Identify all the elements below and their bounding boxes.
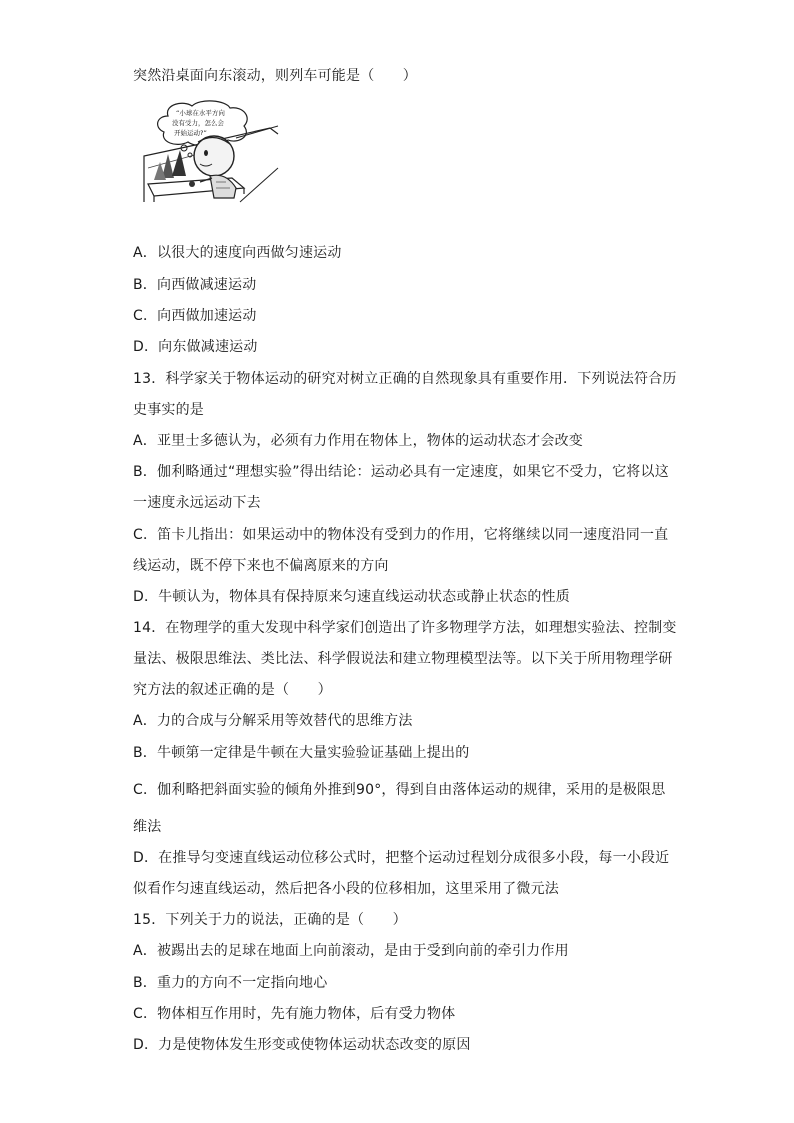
q15-stem: 15．下列关于力的说法，正确的是（ ） (133, 912, 407, 928)
bubble-line-2: 没有受力，怎么会 (172, 119, 224, 127)
q15-option-c: C．物体相互作用时，先有施力物体，后有受力物体 (133, 1006, 456, 1022)
bubble-line-1: “小球在水平方向 (176, 109, 225, 117)
q14-option-d-line-2: 似看作匀速直线运动，然后把各小段的位移相加，这里采用了微元法 (133, 881, 559, 897)
q13-stem-line-2: 史事实的是 (133, 402, 204, 418)
q14-option-c-line-1: C．伽利略把斜面实验的倾角外推到90°，得到自由落体运动的规律，采用的是极限思 (133, 782, 666, 798)
cartoon-train-passenger-icon (140, 98, 280, 204)
q14-stem-line-2: 量法、极限思维法、类比法、科学假说法和建立物理模型法等。以下关于所用物理学研 (133, 651, 673, 667)
q14-option-b: B．牛顿第一定律是牛顿在大量实验验证基础上提出的 (133, 745, 470, 761)
q13-option-c-line-2: 线运动，既不停下来也不偏离原来的方向 (133, 558, 389, 574)
q13-stem-line-1: 13．科学家关于物体运动的研究对树立正确的自然现象具有重要作用．下列说法符合历 (133, 371, 677, 387)
q14-stem-line-1: 14．在物理学的重大发现中科学家们创造出了许多物理学方法，如理想实验法、控制变 (133, 620, 677, 636)
q12-stem: 突然沿桌面向东滚动，则列车可能是（ ） (133, 68, 417, 84)
q13-option-d: D．牛顿认为，物体具有保持原来匀速直线运动状态或静止状态的性质 (133, 589, 570, 605)
q15-option-b: B．重力的方向不一定指向地心 (133, 975, 328, 991)
q12-option-b: B．向西做减速运动 (133, 277, 257, 293)
q12-option-a: A．以很大的速度向西做匀速运动 (133, 245, 342, 261)
q13-option-b-line-1: B．伽利略通过“理想实验”得出结论：运动必具有一定速度，如果它不受力，它将以这 (133, 464, 669, 480)
q14-stem-line-3: 究方法的叙述正确的是（ ） (133, 682, 332, 698)
q13-option-a: A．亚里士多德认为，必须有力作用在物体上，物体的运动状态才会改变 (133, 433, 583, 449)
q13-option-c-line-1: C．笛卡儿指出：如果运动中的物体没有受到力的作用，它将继续以同一速度沿同一直 (133, 527, 669, 543)
q13-option-b-line-2: 一速度永远运动下去 (133, 495, 261, 511)
bubble-line-3: 开始运动?” (174, 129, 207, 137)
q12-option-d: D．向东做减速运动 (133, 339, 258, 355)
q14-option-d-line-1: D．在推导匀变速直线运动位移公式时，把整个运动过程划分成很多小段，每一小段近 (133, 850, 670, 866)
q12-option-c: C．向西做加速运动 (133, 308, 257, 324)
q14-option-c-line-2: 维法 (133, 819, 162, 835)
q15-option-a: A．被踢出去的足球在地面上向前滚动，是由于受到向前的牵引力作用 (133, 943, 569, 959)
q14-option-a: A．力的合成与分解采用等效替代的思维方法 (133, 713, 413, 729)
q15-option-d: D．力是使物体发生形变或使物体运动状态改变的原因 (133, 1037, 471, 1053)
